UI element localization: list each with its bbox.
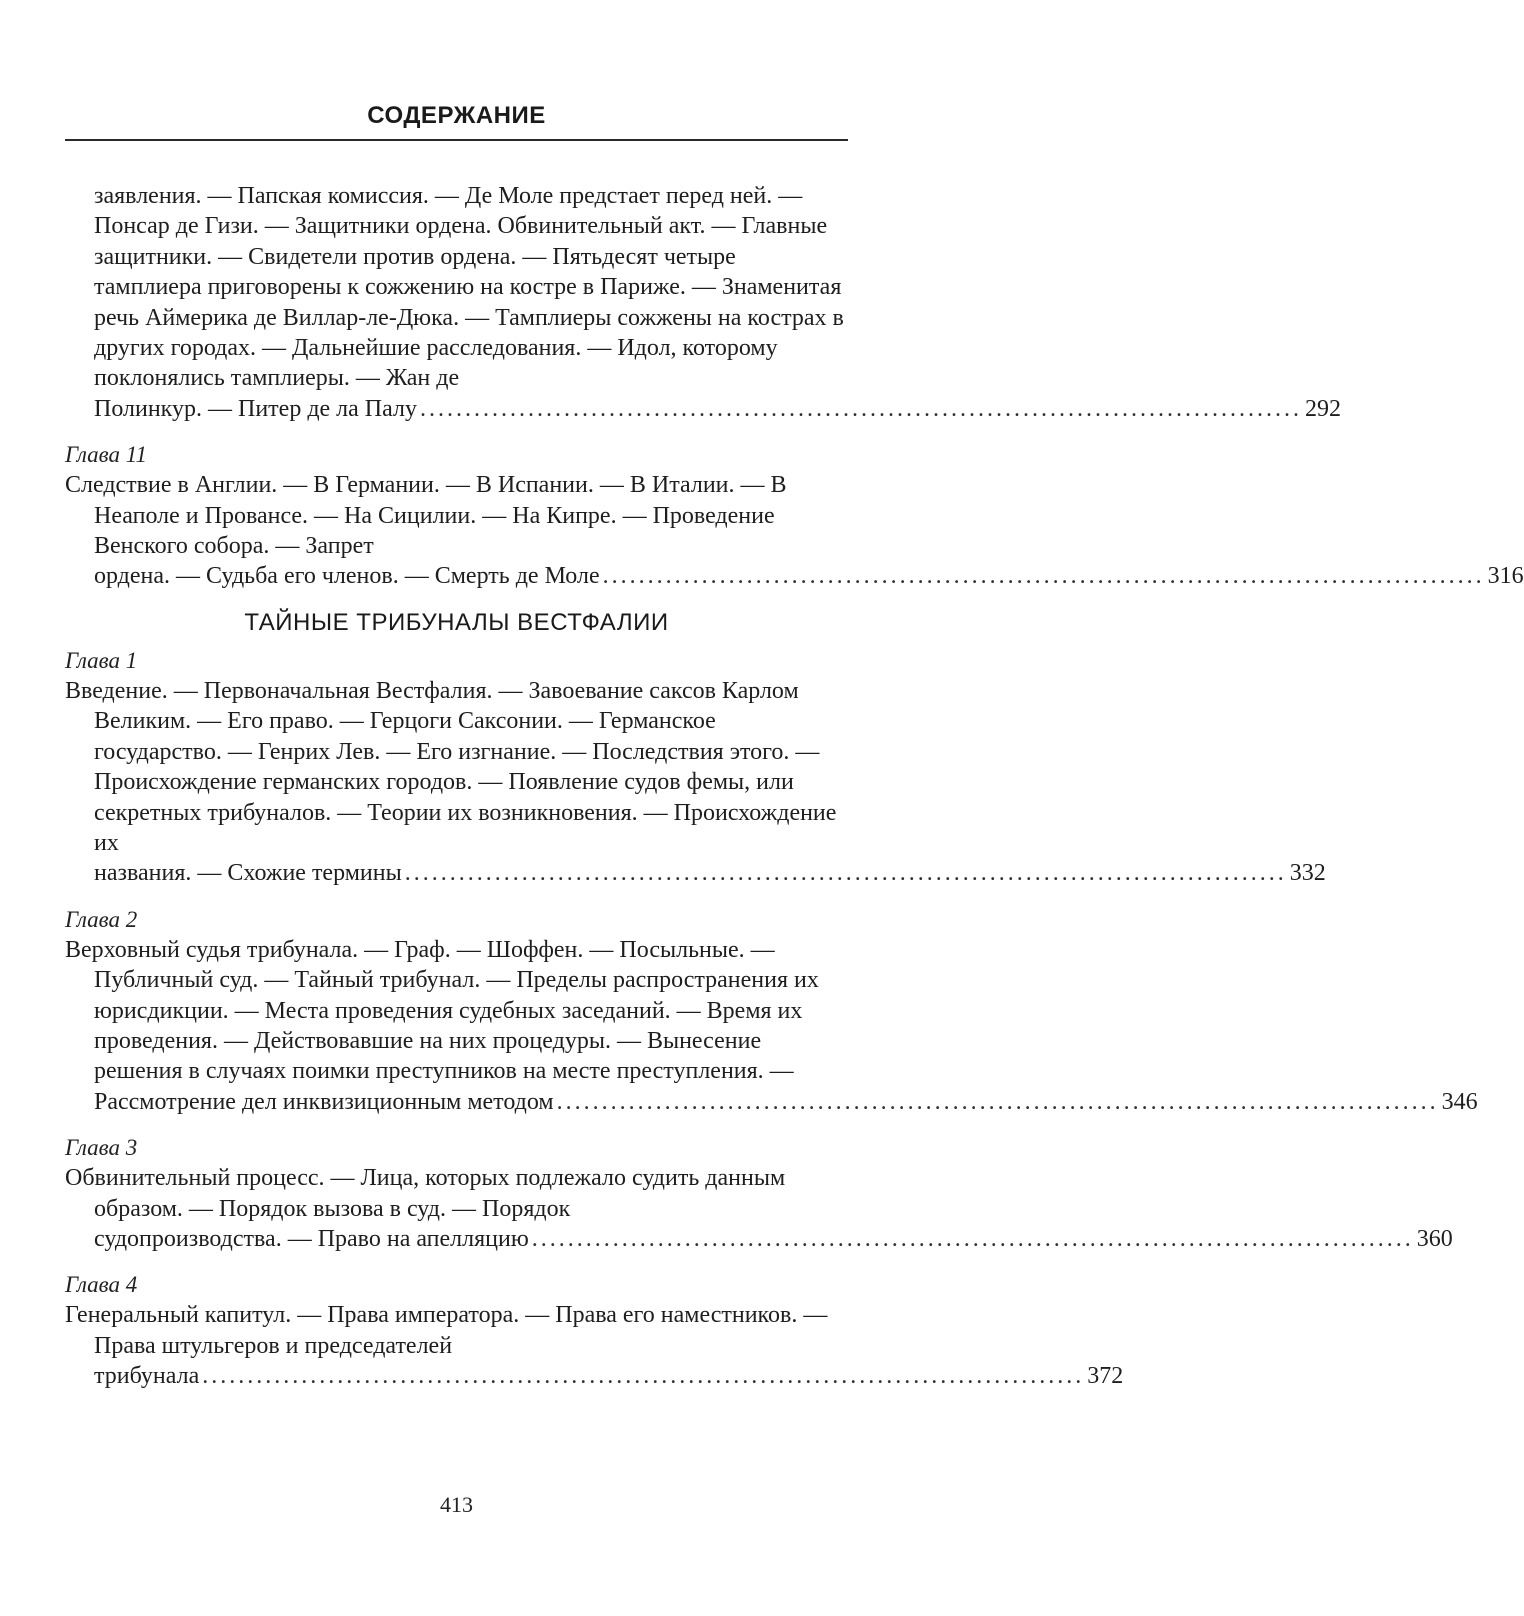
entry-tail: Полинкур. — Питер де ла Палу: [94, 395, 417, 422]
entry-last-line: [94, 1087, 1478, 1117]
leader-dots: ..................................................................................................: [531, 1225, 1414, 1252]
page-number[interactable]: 372: [1087, 1363, 1124, 1390]
running-head: СОДЕРЖАНИЕ: [367, 102, 546, 129]
folio-page-number: 413: [440, 1492, 473, 1517]
entry-last-line: [94, 858, 1326, 888]
leader-dots: ..................................................................................................: [602, 563, 1485, 590]
toc-entry: [65, 1163, 1453, 1254]
page-number[interactable]: 332: [1289, 860, 1326, 887]
entry-text: Обвинительный процесс. — Лица, которых подлежало судить данным образом. — Порядок вызова в суд. — Порядок: [65, 1165, 786, 1222]
chapter-heading: Глава 2: [65, 906, 138, 932]
page-number[interactable]: 292: [1304, 395, 1341, 422]
section-title: ТАЙНЫЕ ТРИБУНАЛЫ ВЕСТФАЛИИ: [244, 608, 669, 636]
entry-tail: названия. — Схожие термины: [94, 860, 402, 887]
toc-entry: [65, 1300, 1124, 1391]
leader-dots: ..................................................................................................: [556, 1088, 1439, 1115]
entry-tail: ордена. — Судьба его членов. — Смерть де Моле: [94, 563, 600, 590]
header-rule: [65, 139, 848, 141]
leader-dots: ..................................................................................................: [419, 395, 1302, 422]
entry-tail: трибунала: [94, 1363, 200, 1390]
chapter-heading: Глава 1: [65, 647, 138, 673]
entry-last-line: [94, 1224, 1453, 1254]
page-number[interactable]: 360: [1416, 1225, 1453, 1252]
entry-last-line: [94, 561, 1524, 591]
page-number[interactable]: 316: [1487, 563, 1524, 590]
entry-last-line: [94, 1361, 1124, 1391]
entry-last-line: [94, 394, 1341, 424]
leader-dots: ..................................................................................................: [404, 860, 1287, 887]
toc-body: [65, 181, 1524, 1408]
entry-tail: Рассмотрение дел инквизиционным методом: [94, 1088, 554, 1115]
entry-text: заявления. — Папская комиссия. — Де Моле предстает перед ней. — Понсар де Гизи. — Защитники ордена. Обвинительный акт. — Главные защитники. — Свидетели против ордена. — Пятьдесят четыре тамплиера приговорены к сожжению на костре в Париже. — Знаменитая речь Аймерика де Виллар-ле-Дюка. — Тамплиеры сожжены на кострах в других городах. — Дальнейшие расследования. — Идол, которому поклонялись тамплиеры. — Жан де: [94, 183, 844, 392]
toc-entry: [65, 470, 1524, 592]
chapter-heading: Глава 3: [65, 1135, 138, 1161]
entry-tail: судопроизводства. — Право на апелляцию: [94, 1225, 529, 1252]
toc-entry: [65, 676, 1326, 889]
toc-entry-continued: [65, 181, 1341, 424]
chapter-heading: Глава 4: [65, 1272, 138, 1298]
entry-text: Верховный судья трибунала. — Граф. — Шоффен. — Посыльные. — Публичный суд. — Тайный трибунал. — Пределы распространения их юрисдикции. — Места проведения судебных заседаний. — Время их проведения. — Действовавшие на них процедуры. — Вынесение решения в случаях поимки преступников на месте преступления. —: [65, 936, 819, 1085]
chapter-heading: Глава 11: [65, 442, 148, 468]
entry-text: Следствие в Англии. — В Германии. — В Испании. — В Италии. — В Неаполе и Провансе. — На Сицилии. — На Кипре. — Проведение Венского собора. — Запрет: [65, 472, 787, 560]
page-number[interactable]: 346: [1441, 1088, 1478, 1115]
entry-text: Введение. — Первоначальная Вестфалия. — Завоевание саксов Карлом Великим. — Его право. — Герцоги Саксонии. — Германское государство. — Генрих Лев. — Его изгнание. — Последствия этого. — Происхождение германских городов. — Появление судов фемы, или секретных трибуналов. — Теории их возникновения. — Происхождение их: [65, 677, 837, 856]
toc-entry: [65, 935, 1478, 1117]
leader-dots: ..................................................................................................: [202, 1363, 1085, 1390]
entry-text: Генеральный капитул. — Права императора. — Права его наместников. — Права штульгеров и председателей: [65, 1302, 828, 1359]
